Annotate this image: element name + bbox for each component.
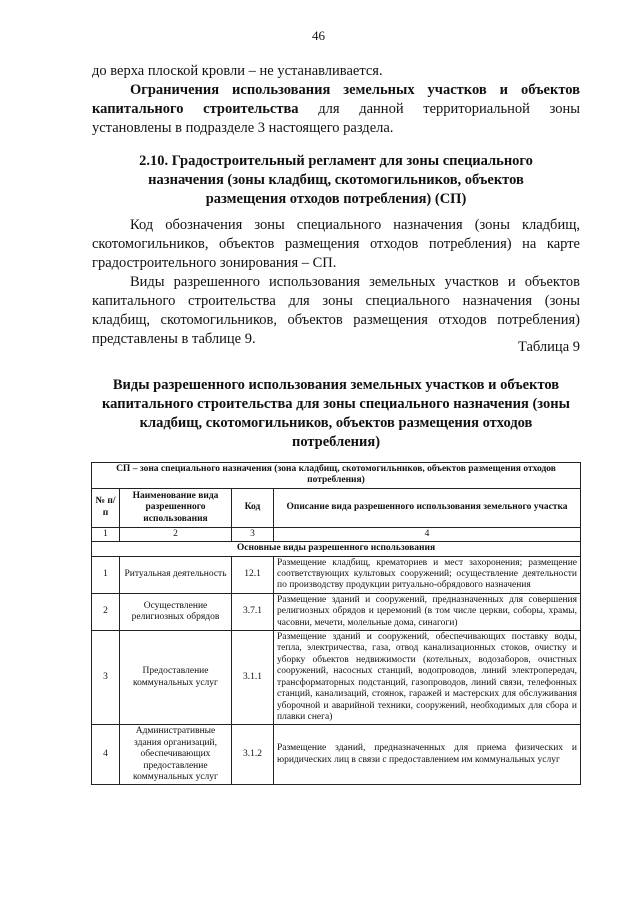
- table-title: Виды разрешенного использования земельных участков и объектов капитального строительства для зоны специального назначения (зоны кладбищ, скотомогильников, объектов размещения отходов потребления): [102, 377, 570, 450]
- restrictions-paragraph: [92, 81, 580, 138]
- row-code: 12.1: [232, 556, 274, 593]
- col-number: 4: [274, 527, 581, 541]
- row-code: 3.7.1: [232, 593, 274, 630]
- zone-header: СП – зона специального назначения (зона кладбищ, скотомогильников, объектов размещения отходов потребления): [92, 463, 581, 489]
- row-num: 1: [92, 556, 120, 593]
- row-name: Осуществление религиозных обрядов: [120, 593, 232, 630]
- col-number: 1: [92, 527, 120, 541]
- row-name: Предоставление коммунальных услуг: [120, 631, 232, 725]
- table-label: Таблица 9: [517, 339, 580, 355]
- section-title: 2.10. Градостроительный регламент для зоны специального назначения (зоны кладбищ, скотомогильников, объектов размещения отходов потребления) (СП): [139, 153, 533, 207]
- row-num: 3: [92, 631, 120, 725]
- restrictions-bold: Ограничения использования земельных участков и объектов капитального строительства: [92, 82, 580, 117]
- row-desc: Размещение зданий и сооружений, обеспечивающих поставку воды, тепла, электричества, газа, отвод канализационных стоков, очистку и уборку объектов недвижимости (котельных, водозаборов, очистных сооружений, насосных станций, водопроводов, линий электропередач, трансформаторных подстанций, газопроводов, линий связи, телефонных станций, канализаций, стоянок, гаражей и мастерских для обслуживания уборочной и аварийной техники, сооружений, необходимых для сбора и плавки снега): [274, 631, 581, 725]
- body-text-main: [92, 216, 580, 349]
- table-row: [92, 556, 581, 593]
- row-code: 3.1.1: [232, 631, 274, 725]
- row-name: Ритуальная деятельность: [120, 556, 232, 593]
- header-name: Наименование вида разрешенного использования: [120, 488, 232, 527]
- row-desc: Размещение зданий и сооружений, предназначенных для совершения религиозных обрядов и церемоний (в том числе церкви, соборы, храмы, часовни, мечети, молельные дома, синагоги): [274, 593, 581, 630]
- table-row: [92, 725, 581, 785]
- intro-line: до верха плоской кровли – не устанавливается.: [92, 63, 383, 79]
- header-desc: Описание вида разрешенного использования земельного участка: [274, 488, 581, 527]
- header-num: № п/п: [92, 488, 120, 527]
- row-num: 2: [92, 593, 120, 630]
- row-code: 3.1.2: [232, 725, 274, 785]
- col-number: 3: [232, 527, 274, 541]
- paragraph-zone-code: Код обозначения зоны специального назначения (зоны кладбищ, скотомогильников, объектов размещения отходов потребления) на карте градостроительного зонирования – СП.: [92, 217, 580, 271]
- permitted-uses-table: [91, 462, 581, 785]
- row-desc: Размещение зданий, предназначенных для приема физических и юридических лиц в связи с предоставлением им коммунальных услуг: [274, 725, 581, 785]
- body-text-top: [92, 62, 580, 138]
- row-name: Административные здания организаций, обеспечивающих предоставление коммунальных услуг: [120, 725, 232, 785]
- row-desc: Размещение кладбищ, крематориев и мест захоронения; размещение соответствующих культовых сооружений; осуществление деятельности по производству продукции ритуально-обрядового назначения: [274, 556, 581, 593]
- group-header: Основные виды разрешенного использования: [92, 542, 581, 556]
- header-code: Код: [232, 488, 274, 527]
- row-num: 4: [92, 725, 120, 785]
- paragraph-permitted-uses: Виды разрешенного использования земельных участков и объектов капитального строительства для зоны специального назначения (зоны кладбищ, скотомогильников, объектов размещения отходов потребления) представлены в таблице 9.: [92, 274, 580, 347]
- table-row: [92, 631, 581, 725]
- page-number: 46: [312, 28, 325, 43]
- table-row: [92, 593, 581, 630]
- col-number: 2: [120, 527, 232, 541]
- restrictions-rest: для данной территориальной зоны установлены в подразделе 3 настоящего раздела.: [92, 101, 580, 136]
